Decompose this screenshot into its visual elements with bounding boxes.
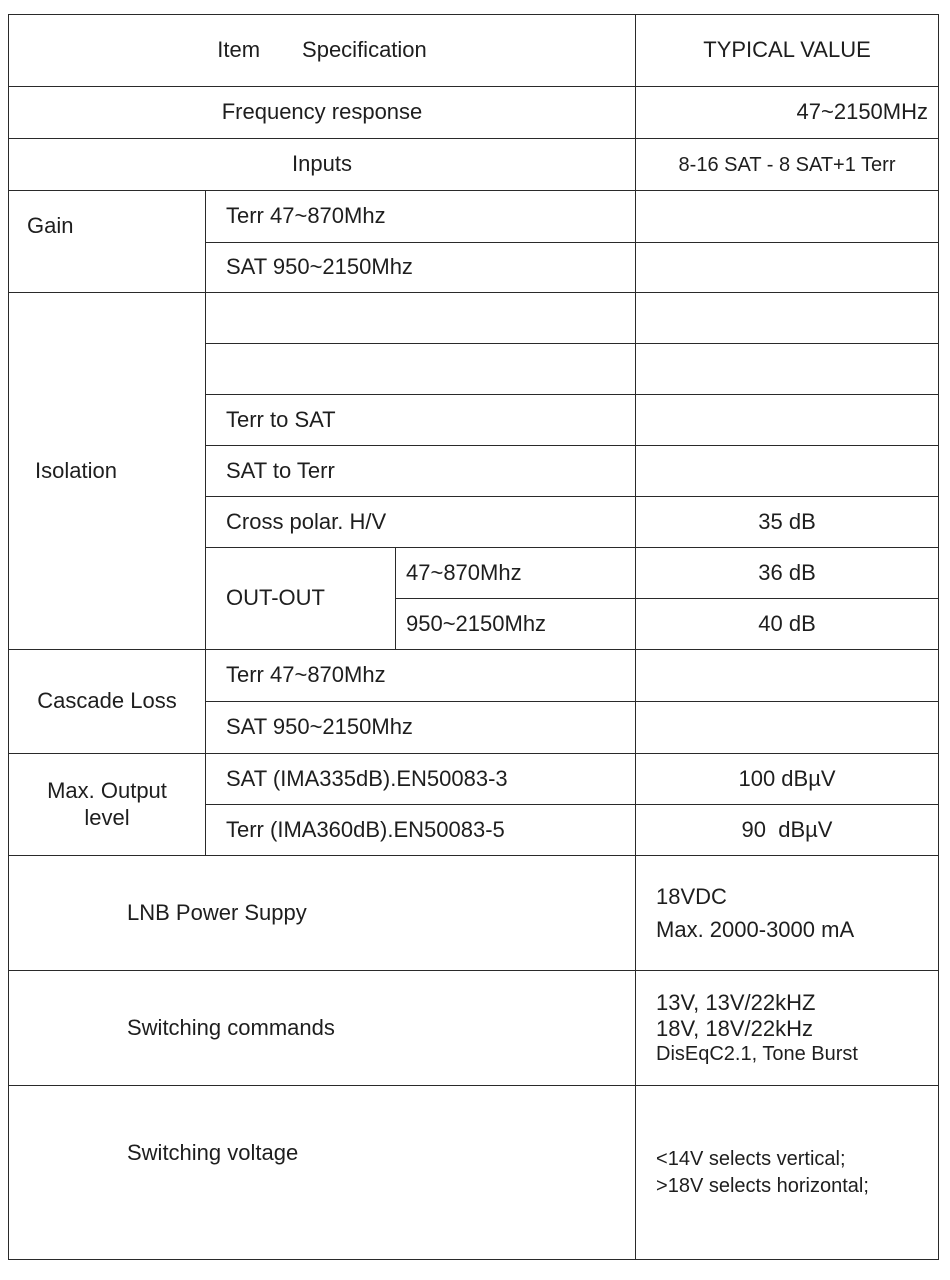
switching-commands-line2: 18V, 18V/22kHz [656,1016,813,1041]
max-output-label [9,754,206,856]
header-item: Item [217,37,261,63]
isolation-terr-to-sat-label: Terr to SAT [206,395,636,446]
cascade-terr-value [636,650,939,702]
isolation-empty-1-value [636,293,939,344]
table-row [9,754,939,805]
lnb-power-value-line1: 18VDC [656,884,727,909]
switching-voltage-label: Switching voltage [9,1086,636,1260]
max-output-sat-label: SAT (IMA335dB).EN50083-3 [206,754,636,805]
table-row [9,971,939,1086]
table-row [9,856,939,971]
switching-commands-label: Switching commands [9,971,636,1086]
gain-label: Gain [9,191,206,293]
cascade-sat-value [636,702,939,754]
cascade-terr-label: Terr 47~870Mhz [206,650,636,702]
table-row [9,1086,939,1260]
gain-sat-value [636,243,939,293]
out-out-label: OUT-OUT [206,548,396,650]
frequency-response-value: 47~2150MHz [636,87,939,139]
isolation-empty-1 [206,293,636,344]
gain-terr-value [636,191,939,243]
isolation-sat-to-terr-label: SAT to Terr [206,446,636,497]
isolation-terr-to-sat-value [636,395,939,446]
out-out-band2-value: 40 dB [636,599,939,650]
isolation-sat-to-terr-value [636,446,939,497]
header-specification: Specification [302,37,427,63]
switching-commands-line1: 13V, 13V/22kHZ [656,989,816,1015]
switching-voltage-value [636,1086,939,1260]
frequency-response-label: Frequency response [9,87,636,139]
header-item-specification [9,15,636,87]
gain-sat-label: SAT 950~2150Mhz [206,243,636,293]
switching-voltage-line2: >18V selects horizontal; [656,1174,869,1197]
header-typical-value: TYPICAL VALUE [636,15,939,87]
table-row [9,139,939,191]
table-row [9,650,939,702]
lnb-power-value [636,856,939,971]
max-output-terr-label: Terr (IMA360dB).EN50083-5 [206,805,636,856]
lnb-power-label: LNB Power Suppy [9,856,636,971]
out-out-band1-label: 47~870Mhz [396,548,636,599]
table-row [9,191,939,243]
cross-polar-value: 35 dB [636,497,939,548]
out-out-band2-label: 950~2150Mhz [396,599,636,650]
inputs-label: Inputs [9,139,636,191]
isolation-empty-2-value [636,344,939,395]
out-out-band1-value: 36 dB [636,548,939,599]
max-output-label-line1: Max. Output [47,778,167,804]
specification-table [8,14,939,1260]
table-row [9,87,939,139]
cascade-sat-label: SAT 950~2150Mhz [206,702,636,754]
switching-commands-value [636,971,939,1086]
gain-terr-label: Terr 47~870Mhz [206,191,636,243]
max-output-sat-value: 100 dBµV [636,754,939,805]
table-row [9,293,939,344]
lnb-power-value-line2: Max. 2000-3000 mA [656,917,855,942]
inputs-value: 8-16 SAT - 8 SAT+1 Terr [636,139,939,191]
cross-polar-label: Cross polar. H/V [206,497,636,548]
isolation-empty-2 [206,344,636,395]
isolation-label: Isolation [9,293,206,650]
max-output-label-line2: level [84,804,130,830]
switching-voltage-line1: <14V selects vertical; [656,1147,846,1170]
header-row [9,15,939,87]
max-output-terr-value: 90 dBµV [636,805,939,856]
cascade-loss-label: Cascade Loss [9,650,206,754]
switching-commands-line3: DisEqC2.1, Tone Burst [656,1043,858,1066]
